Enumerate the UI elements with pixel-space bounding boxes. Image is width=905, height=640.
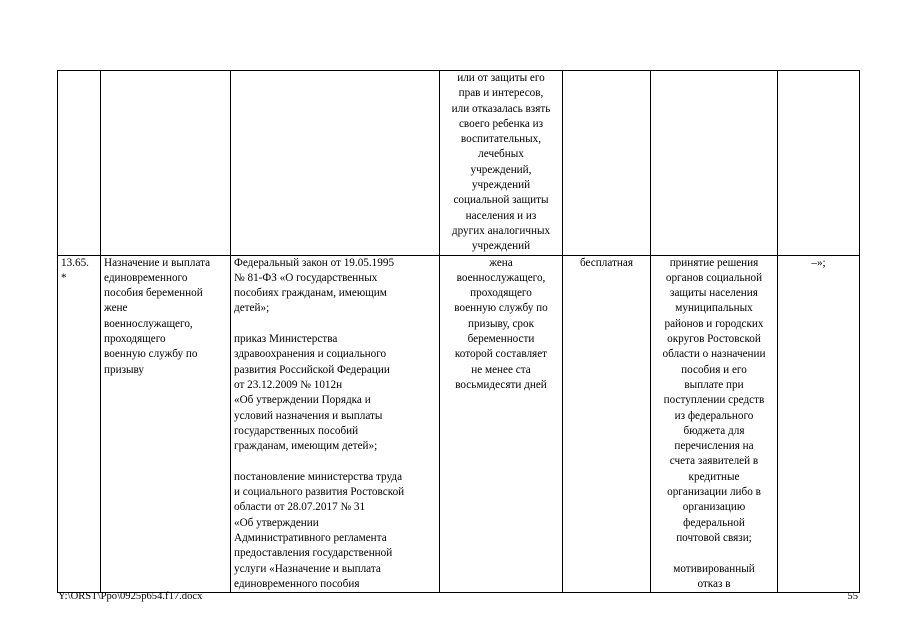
cell-line: или от защиты его bbox=[457, 72, 545, 84]
cell-line: «Об утверждении bbox=[234, 516, 319, 529]
cell-line: гражданам, имеющим детей»; bbox=[234, 440, 378, 453]
cell-line: пособиях гражданам, имеющим bbox=[234, 287, 387, 300]
cell-line: и социального развития Ростовской bbox=[234, 486, 405, 499]
cell-line: пособия беременной bbox=[104, 287, 203, 300]
cell-line: почтовой связи; bbox=[676, 531, 752, 544]
cell-line: районов и городских bbox=[664, 317, 764, 330]
footer-file-path: Y:\ORST\Ppo\0925p654.f17.docx bbox=[58, 591, 203, 602]
cell-line: которой составляет bbox=[454, 348, 548, 361]
cell-line: поступлении средств bbox=[663, 394, 765, 407]
cell-line: приказ Министерства bbox=[234, 333, 338, 346]
cell-line: детей»; bbox=[234, 302, 270, 315]
table-row-continued bbox=[58, 71, 860, 256]
cell-line: учреждений, bbox=[470, 163, 532, 176]
cell-line: организации либо в bbox=[667, 486, 761, 499]
cell-line: призыву bbox=[104, 363, 144, 376]
cell-line: развития Российской Федерации bbox=[234, 363, 390, 376]
cell-line: федеральной bbox=[683, 516, 745, 529]
cell-line: жене bbox=[104, 302, 128, 315]
cell-line: органов социальной bbox=[665, 271, 763, 284]
cell-line: своего ребенка из bbox=[458, 117, 544, 130]
cell-line: кредитные bbox=[688, 470, 740, 483]
cell-line: социальной защиты bbox=[453, 194, 549, 207]
cell-line: Назначение и выплата bbox=[104, 256, 211, 269]
cell-law-empty bbox=[231, 71, 440, 256]
cell-line: других аналогичных bbox=[451, 224, 551, 237]
cell-line: организацию bbox=[682, 501, 746, 514]
cell-line: области от 28.07.2017 № 31 bbox=[234, 501, 366, 514]
cell-result bbox=[651, 255, 778, 593]
cell-recipient-continued bbox=[440, 71, 563, 256]
cell-line: лечебных bbox=[478, 148, 524, 161]
cell-line: бюджета для bbox=[683, 424, 745, 437]
cell-line: единовременного пособия bbox=[234, 577, 360, 590]
cell-line: учреждений bbox=[471, 179, 531, 192]
cell-last-empty bbox=[778, 71, 860, 256]
cell-line: или отказалась взять bbox=[451, 102, 551, 115]
cell-line: постановление министерства труда bbox=[234, 470, 403, 483]
cell-cost-empty bbox=[563, 71, 651, 256]
cell-line: военнослужащего, bbox=[456, 271, 546, 284]
cell-line: от 23.12.2009 № 1012н bbox=[234, 378, 343, 391]
cell-line: предоставления государственной bbox=[234, 547, 393, 560]
cell-line: учреждений bbox=[471, 240, 531, 253]
cell-line: воспитательных, bbox=[460, 133, 542, 146]
cell-line: единовременного bbox=[104, 271, 188, 284]
cell-line: проходящего bbox=[104, 333, 166, 346]
cell-line: восьмидесяти дней bbox=[455, 378, 547, 391]
cell-legal-basis bbox=[231, 255, 440, 593]
cell-number: 13.65. * bbox=[58, 255, 101, 593]
cell-recipients bbox=[440, 255, 563, 593]
cell-line: военнослужащего, bbox=[104, 317, 193, 330]
cell-blank-line bbox=[654, 546, 774, 561]
cell-line: прав и интересов, bbox=[458, 87, 544, 100]
cell-service-name bbox=[101, 255, 231, 593]
cell-line: Административного регламента bbox=[234, 531, 387, 544]
cell-line: не менее ста bbox=[471, 363, 531, 376]
cell-service-empty bbox=[101, 71, 231, 256]
cell-line: мотивированный bbox=[673, 562, 755, 575]
cell-last: –»; bbox=[778, 255, 860, 593]
cell-line: № 81-ФЗ «О государственных bbox=[234, 271, 378, 284]
cell-line: государственных пособий bbox=[234, 424, 359, 437]
cell-line: принятие решения bbox=[669, 256, 759, 269]
cell-cost: бесплатная bbox=[563, 255, 651, 593]
cell-line: отказ в bbox=[697, 577, 731, 590]
cell-number-empty bbox=[58, 71, 101, 256]
cell-line: проходящего bbox=[470, 287, 532, 300]
cell-line: Федеральный закон от 19.05.1995 bbox=[234, 256, 395, 269]
cell-line: условий назначения и выплаты bbox=[234, 409, 383, 422]
cell-blank-line bbox=[234, 454, 436, 469]
cell-line: населения и из bbox=[465, 209, 537, 222]
cell-line: «Об утверждении Порядка и bbox=[234, 394, 371, 407]
cell-line: области о назначении bbox=[662, 348, 766, 361]
cell-line: счета заявителей в bbox=[669, 455, 759, 468]
cell-line: муниципальных bbox=[675, 302, 753, 315]
cell-line: защиты населения bbox=[670, 287, 758, 300]
cell-line: услуги «Назначение и выплата bbox=[234, 562, 381, 575]
table-row-13-65 bbox=[58, 255, 860, 593]
cell-line: перечисления на bbox=[674, 440, 754, 453]
cell-blank-line bbox=[234, 317, 436, 332]
cell-line: из федерального bbox=[674, 409, 754, 422]
cell-line: военную службу по bbox=[104, 348, 198, 361]
cell-line: жена bbox=[489, 256, 513, 269]
cell-line: беременности bbox=[467, 333, 535, 346]
cell-line: призыву, срок bbox=[467, 317, 535, 330]
cell-line: округов Ростовской bbox=[667, 333, 761, 346]
cell-line: выплате при bbox=[684, 378, 744, 391]
cell-line: пособия и его bbox=[681, 363, 747, 376]
cell-line: военную службу по bbox=[454, 302, 548, 315]
cell-line: здравоохранения и социального bbox=[234, 348, 387, 361]
cell-result-empty bbox=[651, 71, 778, 256]
services-table bbox=[57, 70, 860, 593]
page-number: 55 bbox=[847, 591, 858, 602]
